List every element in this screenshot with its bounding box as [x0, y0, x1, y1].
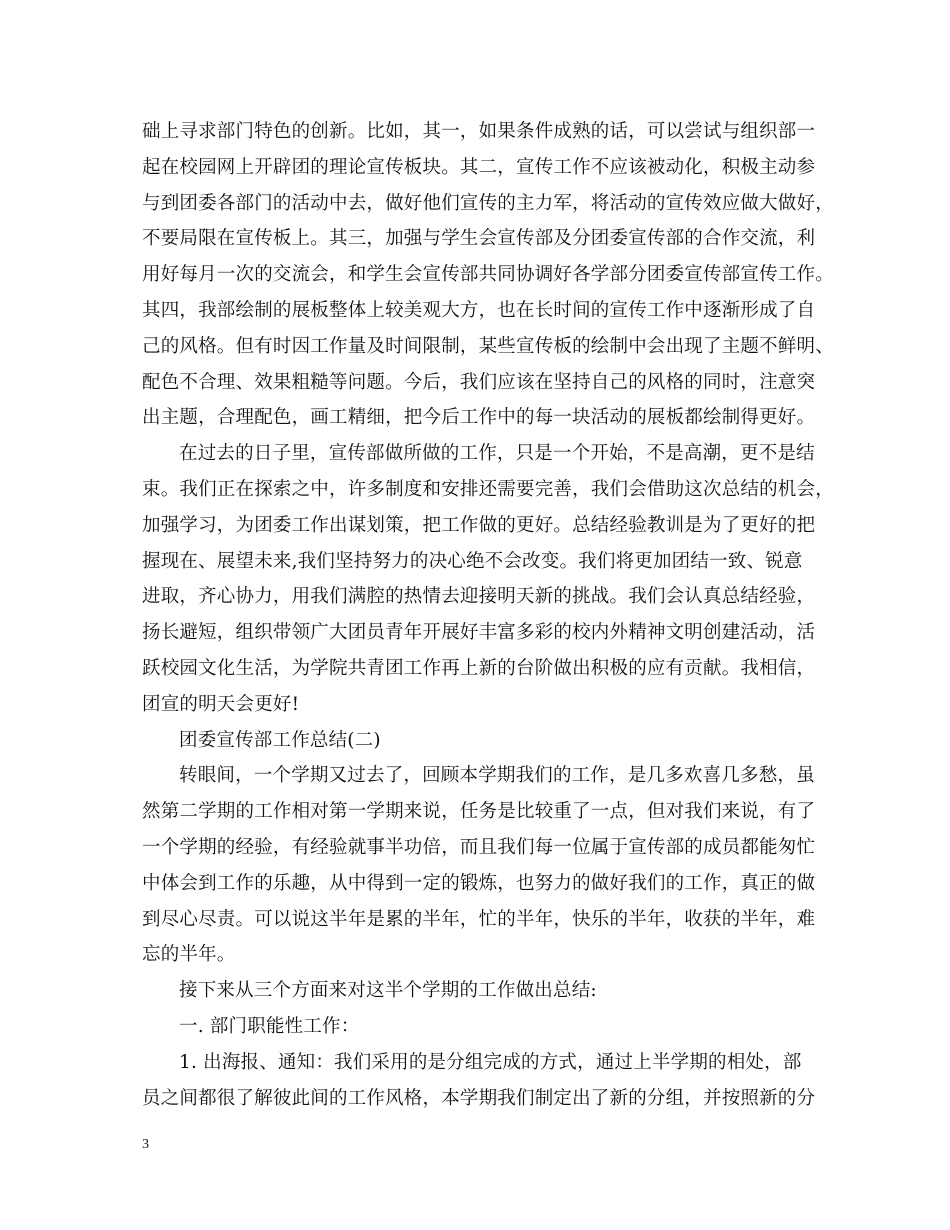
text-line: 与到团委各部门的活动中去，做好他们宣传的主力军，将活动的宣传效应做大做好，	[142, 192, 834, 214]
text-line: 接下来从三个方面来对这半个学期的工作做出总结:	[179, 980, 597, 1002]
text-line: 起在校园网上开辟团的理论宣传板块。其二，宣传工作不应该被动化，积极主动参	[142, 156, 816, 178]
text-line: 员之间都很了解彼此间的工作风格，本学期我们制定出了新的分组，并按照新的分	[142, 1087, 816, 1109]
text-line: 中体会到工作的乐趣，从中得到一定的锻炼，也努力的做好我们的工作，真正的做	[142, 872, 816, 894]
text-line: 转眼间，一个学期又过去了，回顾本学期我们的工作，是几多欢喜几多愁，虽	[179, 765, 815, 787]
text-line: 不要局限在宣传板上。其三，加强与学生会宣传部及分团委宣传部的合作交流，利	[142, 228, 816, 250]
document-body	[142, 114, 834, 1116]
text-line: 团宣的明天会更好!	[142, 693, 300, 715]
text-line: 用好每月一次的交流会，和学生会宣传部共同协调好各学部分团委宣传部宣传工作。	[142, 264, 834, 286]
text-line: 一个学期的经验，有经验就事半功倍，而且我们每一位属于宣传部的成员都能匆忙	[142, 836, 816, 858]
text-line: 跃校园文化生活，为学院共青团工作再上新的台阶做出积极的应有贡献。我相信，	[142, 657, 816, 679]
text-line: 配色不合理、效果粗糙等问题。今后，我们应该在坚持自己的风格的同时，注意突	[142, 371, 816, 393]
text-line: 一. 部门职能性工作：	[179, 1015, 360, 1037]
text-line: 1. 出海报、通知：我们采用的是分组完成的方式，通过上半学期的相处，部	[179, 1051, 802, 1073]
page-number: 3	[142, 1137, 149, 1152]
text-line: 然第二学期的工作相对第一学期来说，任务是比较重了一点，但对我们来说，有了	[142, 801, 816, 823]
text-line: 出主题，合理配色，画工精细，把今后工作中的每一块活动的展板都绘制得更好。	[142, 407, 816, 429]
text-line: 到尽心尽责。可以说这半年是累的半年，忙的半年，快乐的半年，收获的半年，难	[142, 908, 816, 930]
text-line: 束。我们正在探索之中，许多制度和安排还需要完善，我们会借助这次总结的机会，	[142, 478, 834, 500]
text-line: 己的风格。但有时因工作量及时间限制，某些宣传板的绘制中会出现了主题不鲜明、	[142, 335, 834, 357]
text-line: 团委宣传部工作总结(二)	[179, 729, 381, 751]
text-line: 加强学习，为团委工作出谋划策，把工作做的更好。总结经验教训是为了更好的把	[142, 514, 816, 536]
text-line: 础上寻求部门特色的创新。比如，其一，如果条件成熟的话，可以尝试与组织部一	[142, 121, 816, 142]
text-line: 在过去的日子里，宣传部做所做的工作，只是一个开始，不是高潮，更不是结	[179, 443, 815, 465]
text-line: 其四，我部绘制的展板整体上较美观大方，也在长时间的宣传工作中逐渐形成了自	[142, 299, 816, 321]
text-line: 进取，齐心协力，用我们满腔的热情去迎接明天新的挑战。我们会认真总结经验，	[142, 586, 816, 608]
text-line: 忘的半年。	[142, 944, 236, 966]
text-line: 握现在、展望未来,我们坚持努力的决心绝不会改变。我们将更加团结一致、锐意	[142, 550, 803, 572]
text-line: 扬长避短，组织带领广大团员青年开展好丰富多彩的校内外精神文明创建活动，活	[142, 622, 816, 644]
